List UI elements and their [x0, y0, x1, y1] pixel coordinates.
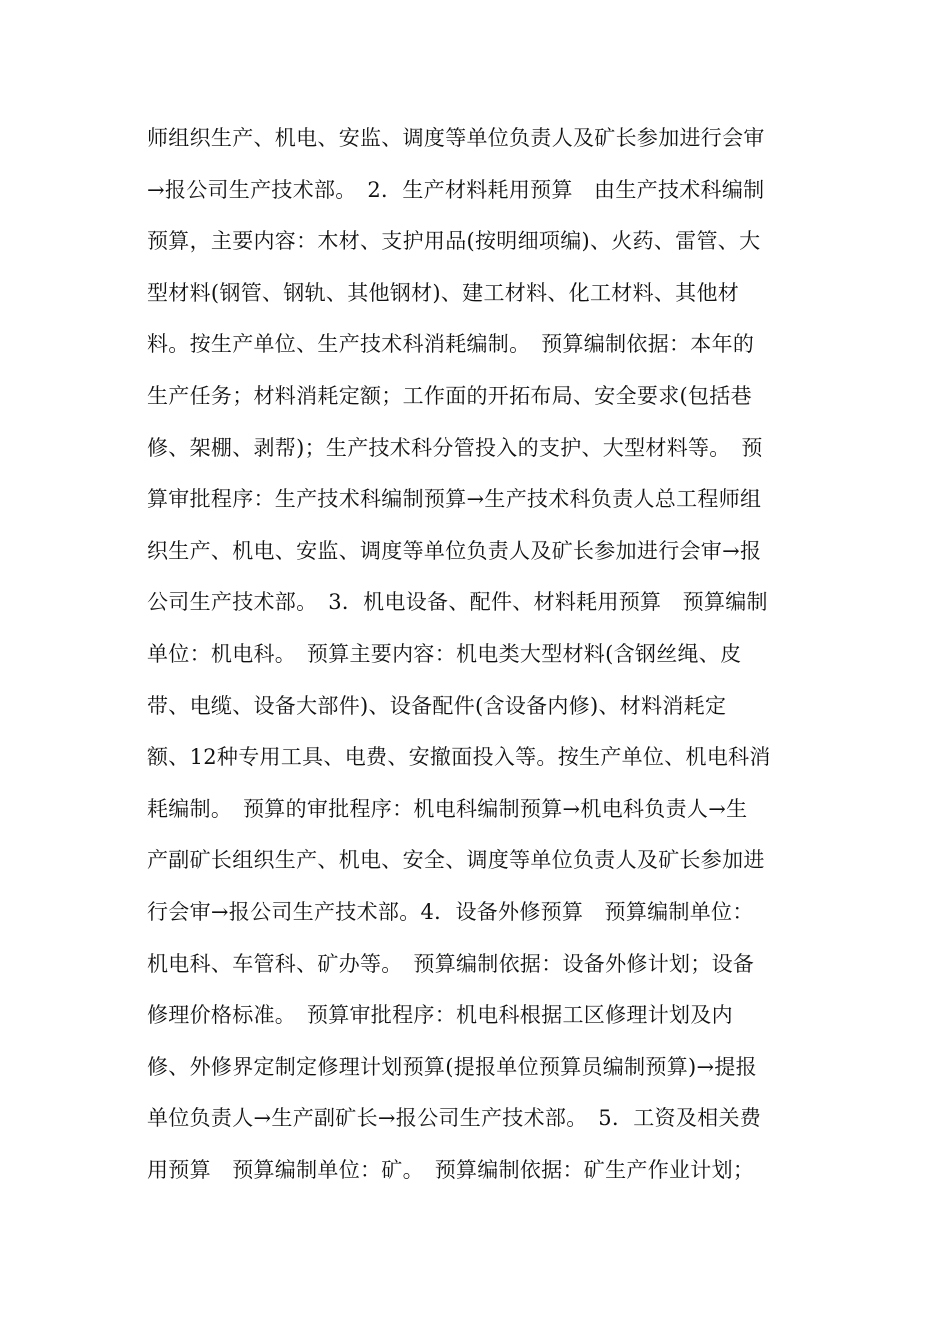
- text-line-1: 师组织生产、机电、安监、调度等单位负责人及矿长参加进行会审: [147, 126, 765, 150]
- text-line-13: 额、12种专用工具、电费、安撤面投入等。按生产单位、机电科消: [147, 745, 771, 770]
- text-line-21: 用预算 预算编制单位：矿。 预算编制依据：矿生产作业计划；: [147, 1157, 755, 1182]
- text-line-18: 修理价格标准。 预算审批程序：机电科根据工区修理计划及内: [147, 1003, 733, 1028]
- text-line-17: 机电科、车管科、矿办等。 预算编制依据：设备外修计划；设备: [147, 951, 755, 976]
- body-text: [147, 113, 817, 1196]
- text-line-16: 行会审→报公司生产技术部。4．设备外修预算 预算编制单位：: [147, 899, 754, 924]
- text-line-8: 算审批程序：生产技术科编制预算→生产技术科负责人总工程师组: [147, 487, 762, 512]
- text-line-4: 型材料(钢管、钢轨、其他钢材)、建工材料、化工材料、其他材: [147, 280, 740, 305]
- text-line-14: 耗编制。 预算的审批程序：机电科编制预算→机电科负责人→生: [147, 796, 748, 821]
- text-line-11: 单位：机电科。 预算主要内容：机电类大型材料(含钢丝绳、皮: [147, 641, 742, 666]
- text-line-15: 产副矿长组织生产、机电、安全、调度等单位负责人及矿长参加进: [147, 848, 765, 873]
- text-line-19: 修、外修界定制定修理计划预算(提报单位预算员编制预算)→提报: [147, 1054, 757, 1079]
- text-line-12: 带、电缆、设备大部件)、设备配件(含设备内修)、材料消耗定: [147, 693, 727, 718]
- text-line-7: 修、架棚、剥帮)；生产技术科分管投入的支护、大型材料等。 预: [147, 435, 763, 460]
- text-line-5: 料。按生产单位、生产技术科消耗编制。 预算编制依据：本年的: [147, 332, 755, 357]
- text-line-9: 织生产、机电、安监、调度等单位负责人及矿长参加进行会审→报: [147, 538, 762, 563]
- text-line-10: 公司生产技术部。 3．机电设备、配件、材料耗用预算 预算编制: [147, 590, 768, 615]
- text-line-3: 预算，主要内容：木材、支护用品(按明细项编)、火药、雷管、大: [147, 229, 761, 254]
- text-line-20: 单位负责人→生产副矿长→报公司生产技术部。 5．工资及相关费: [147, 1106, 762, 1131]
- text-line-2: →报公司生产技术部。 2．生产材料耗用预算 由生产技术科编制: [147, 177, 765, 202]
- text-line-6: 生产任务；材料消耗定额；工作面的开拓布局、安全要求(包括巷: [147, 383, 752, 408]
